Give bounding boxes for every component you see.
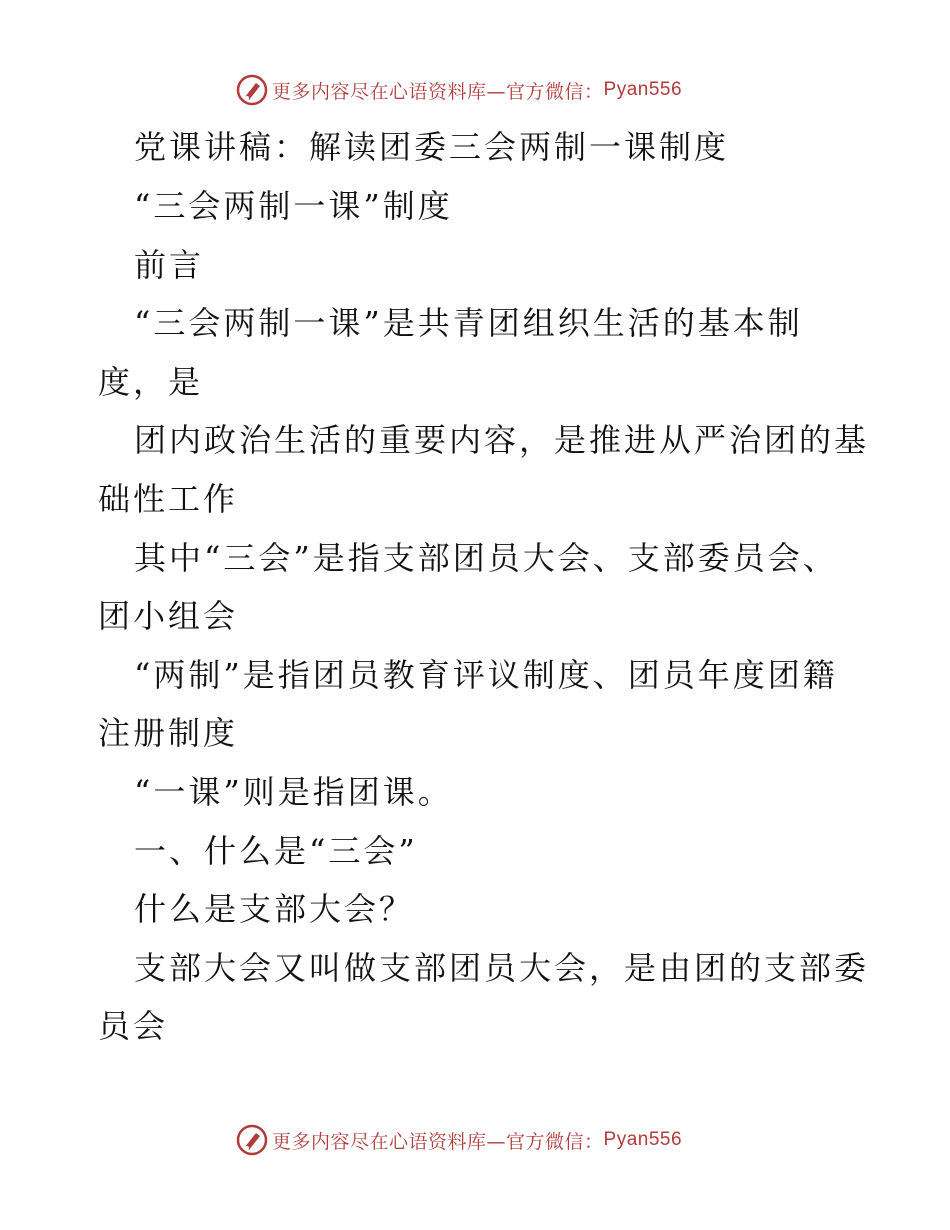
text-line: 团小组会 (98, 597, 239, 635)
text-line: 注册制度 (98, 714, 239, 752)
text-line: 支部大会又叫做支部团员大会，是由团的支部委 (134, 949, 870, 987)
text-line: “三会两制一课”制度 (134, 187, 453, 225)
pen-logo-icon (236, 74, 268, 106)
text-line: 度，是 (98, 363, 204, 401)
header-banner (236, 74, 682, 106)
pen-logo-icon (236, 1124, 268, 1156)
text-line: “三会两制一课”是共青团组织生活的基本制 (134, 304, 803, 342)
text-line: 员会 (98, 1007, 169, 1045)
text-line: “一课”则是指团课。 (134, 773, 453, 811)
footer-banner (236, 1124, 682, 1156)
banner-text: 更多内容尽在心语资料库—官方微信： (272, 1130, 604, 1153)
wechat-id: Pyan556 (603, 79, 683, 100)
banner-text: 更多内容尽在心语资料库—官方微信： (272, 80, 604, 103)
text-line: 什么是支部大会？ (134, 890, 415, 928)
text-line: 前言 (134, 246, 205, 284)
text-line: 其中“三会”是指支部团员大会、支部委员会、 (134, 539, 838, 577)
wechat-id: Pyan556 (603, 1129, 683, 1150)
text-line: 团内政治生活的重要内容，是推进从严治团的基 (134, 421, 870, 459)
text-line: “两制”是指团员教育评议制度、团员年度团籍 (134, 656, 838, 694)
document-title: 党课讲稿：解读团委三会两制一课制度 (134, 128, 730, 166)
text-line: 础性工作 (98, 480, 239, 518)
section-heading: 一、什么是“三会” (134, 832, 418, 870)
